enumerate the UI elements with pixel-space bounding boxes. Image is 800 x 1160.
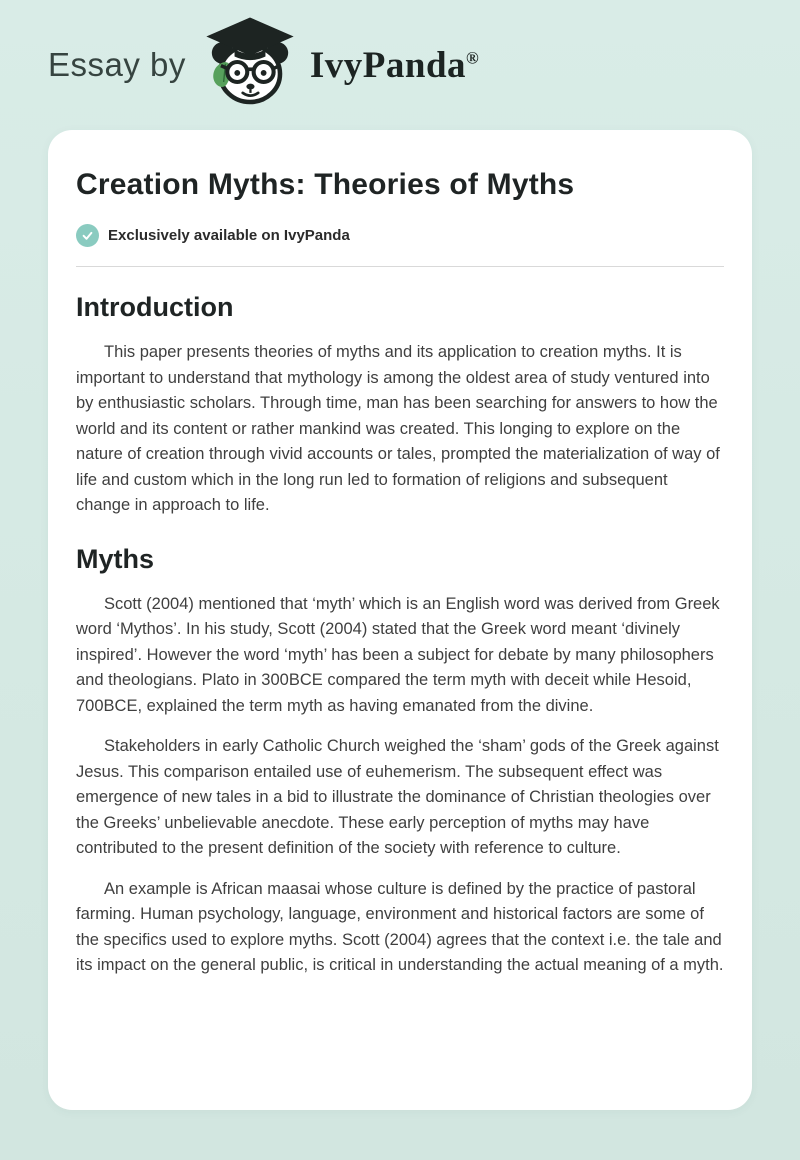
brand-name: IvyPanda	[309, 44, 467, 86]
essay-by-label: Essay by	[48, 46, 186, 83]
section-heading-myths: Myths	[76, 543, 155, 574]
paragraph: Stakeholders in early Catholic Church weighed the ‘sham’ gods of the Greek against Jesus. This comparison entailed use of euhemerism. The subsequent effect was emergence of new tales in a bid to illustrate the dominance of Christian theologies over the Greeks’ unbelievable anecdote. These early perception of myths may have contributed to the present definition of the society with reference to culture.	[76, 737, 719, 857]
paragraph: Scott (2004) mentioned that ‘myth’ which is an English word was derived from Greek word ‘Mythos’. In his study, Scott (2004) stated that the Greek word meant ‘divinely inspired’. However the word ‘myth’ has been a subject for debate by many philosophers and theologians. Plato in 300BCE compared the term myth with deceit while Hesoid, 700BCE, explained the term myth as having emanated from the divine.	[76, 594, 720, 715]
section-introduction	[76, 292, 724, 519]
availability-text: Exclusively available on IvyPanda	[108, 227, 350, 244]
section-heading-introduction: Introduction	[76, 292, 234, 322]
section-myths	[76, 544, 724, 979]
site-header	[0, 0, 800, 130]
divider	[76, 266, 724, 267]
brand-wordmark	[310, 44, 479, 87]
paragraph: An example is African maasai whose culture is defined by the practice of pastoral farming. Human psychology, language, environment and historical factors are some of the specifics used to explore myths. Scott (2004) agrees that the context i.e. the tale and its impact on the general public, is critical in understanding the actual meaning of a myth.	[76, 879, 724, 974]
registered-trademark: ®	[466, 48, 480, 68]
ivypanda-logo-icon	[200, 16, 300, 108]
availability-badge	[76, 224, 724, 247]
paragraph: This paper presents theories of myths and its application to creation myths. It is important to understand that mythology is among the oldest area of study ventured into by enthusiastic scholars. Through time, man has been searching for answers to how the world and its content or rather mankind was created. This longing to explore on the nature of creation through vivid accounts or tales, prompted the materialization of way of life and custom which in the long run led to formation of religions and subsequent change in approach to life.	[76, 343, 720, 514]
essay-card	[48, 130, 752, 1110]
check-circle-icon	[76, 224, 99, 247]
essay-title: Creation Myths: Theories of Myths	[76, 168, 575, 201]
